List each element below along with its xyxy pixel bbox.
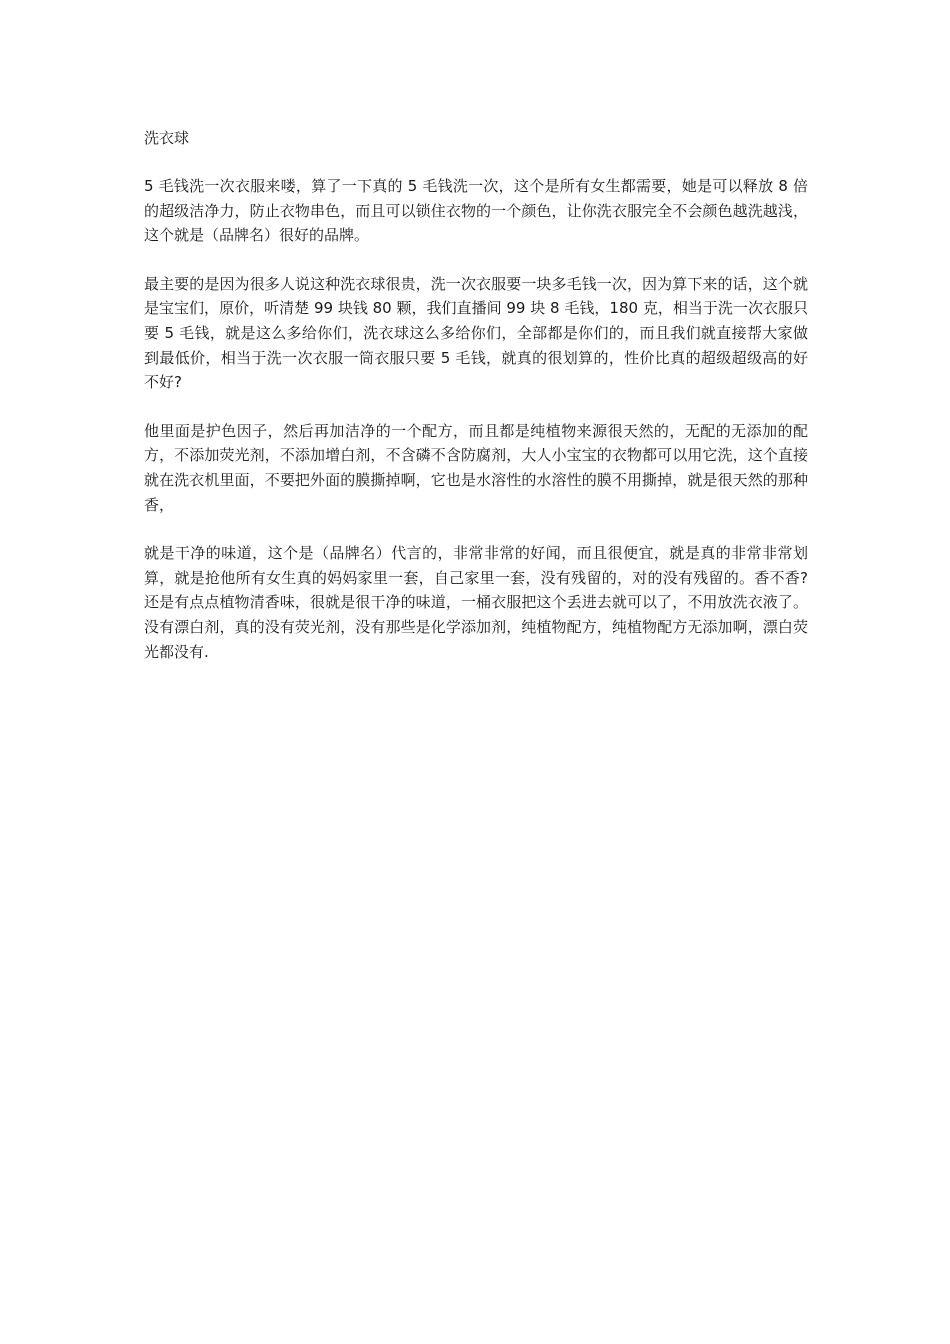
paragraph-4: 就是干净的味道，这个是（品牌名）代言的，非常非常的好闻，而且很便宜，就是真的非常非常划算，就是抢他所有女生真的妈妈家里一套，自己家里一套，没有残留的，对的没有残留的。香不香?还是有点点植物清香味，很就是很干净的味道，一桶衣服把这个丢进去就可以了，不用放洗衣液了。没有漂白剂，真的没有荧光剂，没有那些是化学添加剂，纯植物配方，纯植物配方无添加啊，漂白荧光都没有. bbox=[144, 544, 808, 661]
document-page bbox=[144, 126, 808, 688]
paragraph-2: 最主要的是因为很多人说这种洗衣球很贵，洗一次衣服要一块多毛钱一次，因为算下来的话，这个就是宝宝们，原价，听清楚 99 块钱 80 颗，我们直播间 99 块 8 毛钱，180 克，相当于洗一次衣服只要 5 毛钱，就是这么多给你们，洗衣球这么多给你们，全部都是你们的，而且我们就直接帮大家做到最低价，相当于洗一次衣服一筒衣服只要 5 毛钱，就真的很划算的，性价比真的超级超级高的好不好? bbox=[144, 274, 808, 392]
paragraph-1: 5 毛钱洗一次衣服来喽，算了一下真的 5 毛钱洗一次，这个是所有女生都需要，她是可以释放 8 倍的超级洁净力，防止衣物串色，而且可以锁住衣物的一个颜色，让你洗衣服完全不会颜色越洗越浅，这个就是（品牌名）很好的品牌。 bbox=[144, 177, 808, 245]
document-title: 洗衣球 bbox=[144, 129, 190, 147]
paragraph-3: 他里面是护色因子，然后再加洁净的一个配方，而且都是纯植物来源很天然的，无配的无添加的配方，不添加荧光剂，不添加增白剂，不含磷不含防腐剂，大人小宝宝的衣物都可以用它洗，这个直接就在洗衣机里面，不要把外面的膜撕掉啊，它也是水溶性的水溶性的膜不用撕掉，就是很天然的那种香， bbox=[144, 421, 808, 514]
